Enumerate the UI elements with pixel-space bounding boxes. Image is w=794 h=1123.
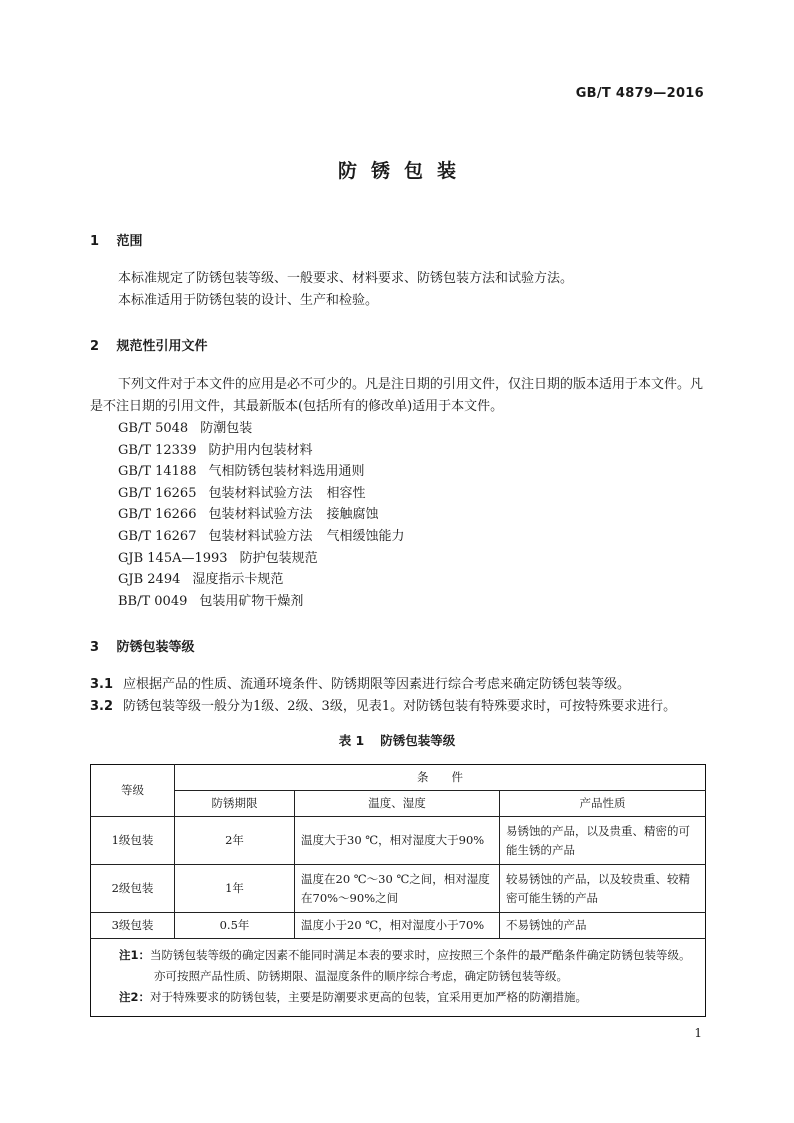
table-header-row [91, 765, 706, 791]
reference-title: 包装用矿物干燥剂 [199, 593, 304, 609]
cell-period: 1年 [175, 865, 295, 913]
table-caption [0, 731, 794, 749]
reference-code: GB/T 5048 [118, 421, 189, 436]
reference-code: GB/T 12339 [118, 442, 197, 458]
table-caption-title: 防锈包装等级 [380, 733, 456, 748]
reference-item [118, 526, 419, 548]
section-1-number: 1 [90, 234, 100, 249]
table-row [91, 817, 706, 865]
cell-property: 易锈蚀的产品，以及贵重、精密的可能生锈的产品 [500, 817, 706, 865]
reference-title: 防护用内包装材料 [208, 442, 313, 458]
page-number: 1 [694, 1026, 702, 1040]
section-1-title: 范围 [116, 234, 143, 249]
reference-code: BB/T 0049 [118, 593, 188, 609]
cell-humidity: 温度在20 ℃～30 ℃之间，相对湿度在70%～90%之间 [295, 865, 500, 913]
document-title: 防锈包装 [337, 160, 470, 182]
note-label: 注2： [119, 990, 151, 1004]
table-note [119, 987, 697, 1008]
normative-reference-list [118, 418, 419, 612]
section-2-title: 规范性引用文件 [116, 339, 208, 354]
reference-code: GJB 145A—1993 [118, 550, 228, 566]
cell-period: 0.5年 [175, 913, 295, 939]
header-property: 产品性质 [500, 791, 706, 817]
note-label: 注1： [119, 948, 151, 962]
reference-code: GB/T 16267 [118, 528, 197, 544]
table-caption-label: 表 1 [338, 733, 365, 748]
header-humidity: 温度、湿度 [295, 791, 500, 817]
cell-period: 2年 [175, 817, 295, 865]
section-3-number: 3 [90, 640, 100, 655]
reference-item [118, 591, 419, 613]
reference-subtitle: 相容性 [326, 485, 366, 501]
reference-item [118, 548, 419, 570]
clause-text: 防锈包装等级一般分为1级、2级、3级，见表1。对防锈包装有特殊要求时，可按特殊要求进行。 [123, 699, 677, 714]
note-text: 当防锈包装等级的确定因素不能同时满足本表的要求时，应按照三个条件的最严酷条件确定防锈包装等级。亦可按照产品性质、防锈期限、温湿度条件的顺序综合考虑，确定防锈包装等级。 [150, 948, 691, 983]
standard-number: GB/T 4879—2016 [575, 86, 704, 101]
section-2-heading [90, 335, 208, 354]
clause-number: 3.1 [90, 677, 114, 692]
clause-3-1 [90, 675, 704, 695]
section-3-title: 防锈包装等级 [116, 640, 195, 655]
table-row [91, 913, 706, 939]
cell-humidity: 温度大于30 ℃，相对湿度大于90% [295, 817, 500, 865]
reference-item [118, 461, 419, 483]
section-2-intro: 下列文件对于本文件的应用是必不可少的。凡是注日期的引用文件，仅注日期的版本适用于本文件。凡是不注日期的引用文件，其最新版本(包括所有的修改单)适用于本文件。 [90, 377, 704, 414]
clause-3-2 [90, 697, 704, 717]
reference-item [118, 483, 419, 505]
cell-property: 不易锈蚀的产品 [500, 913, 706, 939]
reference-item [118, 440, 419, 462]
reference-title: 防潮包装 [200, 421, 253, 436]
cell-grade: 3级包装 [91, 913, 175, 939]
section-1-heading [90, 230, 143, 249]
reference-title: 包装材料试验方法 [208, 528, 313, 544]
reference-code: GJB 2494 [118, 572, 181, 588]
reference-subtitle: 气相缓蚀能力 [326, 528, 405, 544]
reference-item [118, 504, 419, 526]
reference-title: 包装材料试验方法 [208, 507, 313, 523]
table-notes-row [91, 939, 706, 1017]
reference-subtitle: 接触腐蚀 [326, 507, 379, 523]
reference-title: 包装材料试验方法 [208, 485, 313, 501]
table-note [119, 945, 697, 987]
reference-code: GB/T 16266 [118, 507, 197, 523]
reference-item [118, 418, 419, 440]
clause-text: 应根据产品的性质、流通环境条件、防锈期限等因素进行综合考虑来确定防锈包装等级。 [123, 677, 631, 692]
section-1-paragraph-2: 本标准适用于防锈包装的设计、生产和检验。 [118, 293, 379, 308]
reference-code: GB/T 14188 [118, 464, 197, 480]
header-grade: 等级 [91, 765, 175, 817]
reference-item [118, 569, 419, 591]
note-text: 对于特殊要求的防锈包装，主要是防潮要求更高的包装，宜采用更加严格的防潮措施。 [150, 990, 588, 1004]
section-2-number: 2 [90, 339, 100, 354]
cell-humidity: 温度小于20 ℃，相对湿度小于70% [295, 913, 500, 939]
reference-title: 气相防锈包装材料选用通则 [208, 464, 365, 480]
header-conditions: 条 件 [175, 765, 706, 791]
reference-code: GB/T 16265 [118, 485, 197, 501]
table-row [91, 865, 706, 913]
table-subheader-row [91, 791, 706, 817]
table-notes [91, 939, 706, 1017]
section-1-paragraph-1: 本标准规定了防锈包装等级、一般要求、材料要求、防锈包装方法和试验方法。 [118, 271, 574, 286]
header-period: 防锈期限 [175, 791, 295, 817]
clause-number: 3.2 [90, 699, 114, 714]
reference-title: 湿度指示卡规范 [192, 572, 284, 588]
cell-property: 较易锈蚀的产品，以及较贵重、较精密可能生锈的产品 [500, 865, 706, 913]
reference-title: 防护包装规范 [239, 550, 318, 566]
packaging-grade-table [90, 764, 706, 1017]
cell-grade: 1级包装 [91, 817, 175, 865]
cell-grade: 2级包装 [91, 865, 175, 913]
section-3-heading [90, 636, 195, 655]
